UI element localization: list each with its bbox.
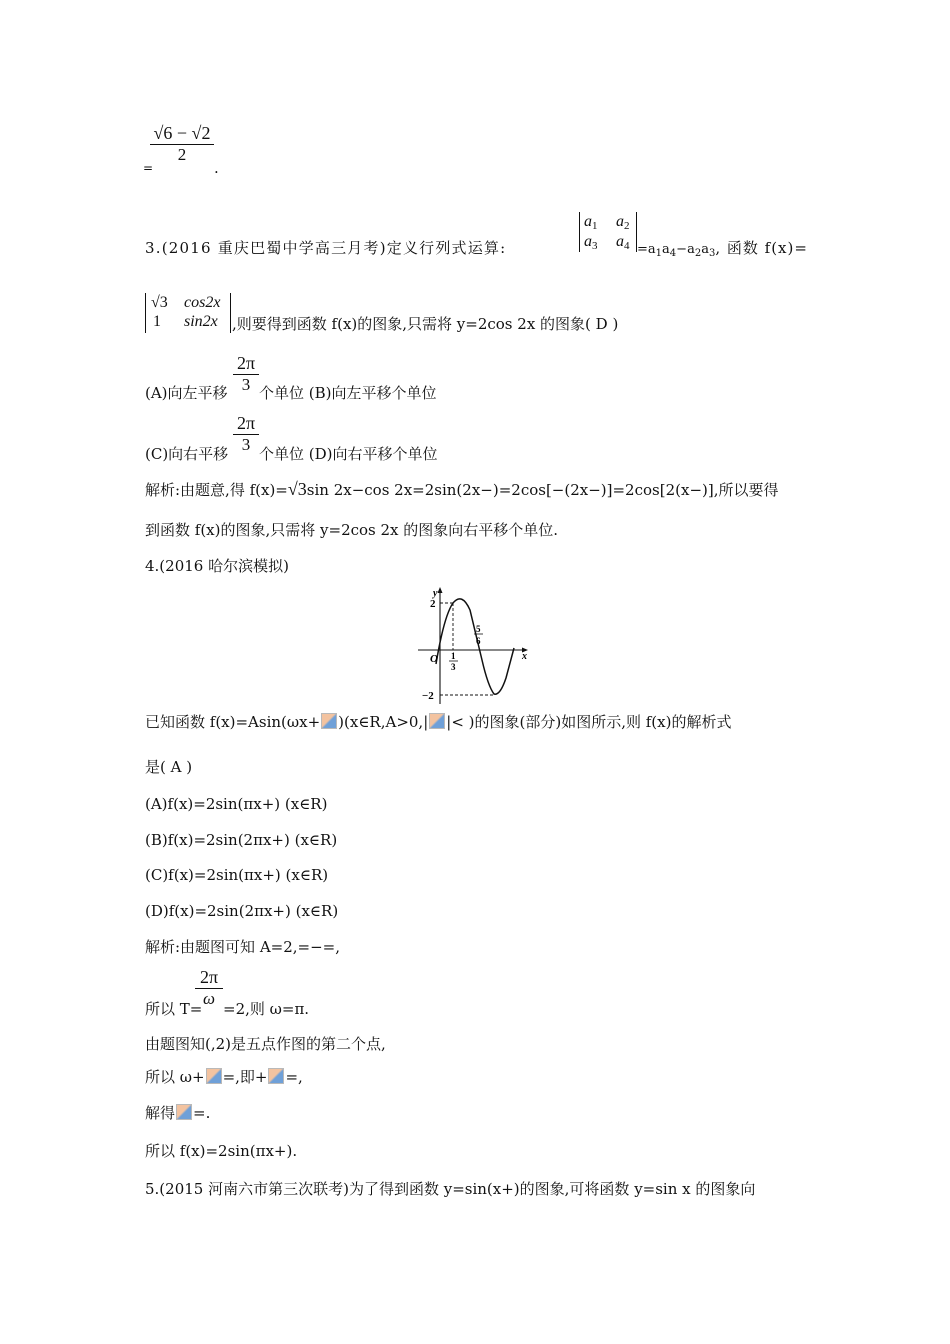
phi-image-icon (321, 713, 337, 729)
q4-analysis-line5: 解得 =. (145, 1104, 211, 1122)
q4-graph-x-56-den: 6 (476, 636, 481, 646)
q4-analysis-line1: 解析:由题图可知 A=2,=−=, (145, 938, 341, 956)
q4-sine-curve (436, 599, 514, 694)
q3-option-c-right: 个单位 (D)向右平移个单位 (259, 445, 438, 463)
phi-image-icon (176, 1104, 192, 1120)
q4-analysis-line2-a: 所以 T= (145, 1000, 203, 1018)
top-fraction-suffix: . (214, 159, 219, 177)
q3-option-a-left: (A)向左平移 (145, 384, 228, 402)
q3-det-definition-result: $=a_1a_4-a_2a_3$, 函数 f(x)= (637, 239, 808, 259)
q4-period-fraction: 2π ω (195, 966, 223, 1009)
q4-graph-y-bottom: −2 (422, 690, 434, 702)
phi-image-icon (268, 1068, 284, 1084)
q4-stem-line1: 已知函数 f(x)=Asin(ωx+ )(x∈R,A>0,| |< )的图象(部分)如图所示,则 f(x)的解析式 (145, 713, 732, 731)
phi-image-icon (206, 1068, 222, 1084)
q4-graph-x-56-num: 5 (476, 624, 481, 634)
q3-fraction-a: 2π 3 (233, 352, 259, 395)
q3-option-a-right: 个单位 (B)向左平移个单位 (259, 384, 437, 402)
top-fraction-denominator: 2 (177, 145, 187, 164)
q4-graph-y-top: 2 (430, 598, 436, 610)
q4-graph-origin: O (430, 653, 438, 665)
q3-determinant-definition: $a_1$ $a_2$ $a_3$ $a_4$ (579, 212, 637, 252)
q3-analysis-line1: 解析:由题意,得 f(x)=√3sin 2x−cos 2x=2sin(2x−)=2cos[−(2x−)]=2cos[2(x−)],所以要得 (145, 479, 779, 499)
top-fraction-prefix: = (143, 161, 154, 175)
q3-question-line: ,则要得到函数 f(x)的图象,只需将 y=2cos 2x 的图象( D ) (232, 315, 619, 333)
q4-option-b: (B)f(x)=2sin(2πx+) (x∈R) (145, 831, 338, 849)
q3-option-c-left: (C)向右平移 (145, 445, 229, 463)
q3-function-determinant: √3 cos2x 1 sin2x (145, 293, 231, 333)
q4-analysis-line6: 所以 f(x)=2sin(πx+). (145, 1142, 298, 1160)
q4-option-a: (A)f(x)=2sin(πx+) (x∈R) (145, 795, 328, 813)
q4-option-d: (D)f(x)=2sin(2πx+) (x∈R) (145, 902, 339, 920)
q4-analysis-line2-b: =2,则 ω=π. (223, 1000, 310, 1018)
q4-graph-x-third-den: 3 (451, 662, 456, 672)
q4-graph-x-label: x (522, 651, 527, 662)
top-fraction-numerator: √6 − √2 (153, 123, 211, 143)
q3-fraction-c: 2π 3 (233, 412, 259, 455)
q4-analysis-line3: 由题图知(,2)是五点作图的第二个点, (145, 1035, 386, 1053)
q4-analysis-line4: 所以 ω+ =,即+ =, (145, 1068, 303, 1086)
q4-title: 4.(2016 哈尔滨模拟) (145, 557, 289, 575)
q4-graph-y-label: y (433, 588, 438, 599)
q5-stem: 5.(2015 河南六市第三次联考)为了得到函数 y=sin(x+)的图象,可将函数 y=sin x 的图象向 (145, 1180, 756, 1198)
phi-image-icon (429, 713, 445, 729)
q4-option-c: (C)f(x)=2sin(πx+) (x∈R) (145, 866, 329, 884)
q4-sine-graph (418, 586, 538, 704)
q3-stem: 3.(2016 重庆巴蜀中学高三月考)定义行列式运算: (145, 239, 507, 257)
top-fraction (150, 122, 214, 165)
q4-stem-line2: 是( A ) (145, 758, 193, 776)
q3-analysis-line2: 到函数 f(x)的图象,只需将 y=2cos 2x 的图象向右平移个单位. (145, 521, 559, 539)
q4-graph-x-third-num: 1 (451, 651, 456, 661)
